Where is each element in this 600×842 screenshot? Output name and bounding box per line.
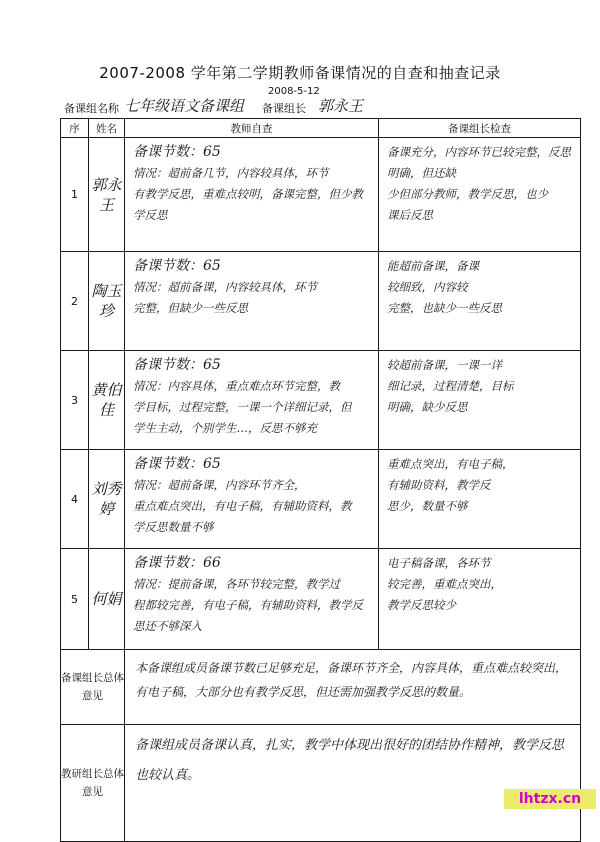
teacher-name: 黄伯佳	[89, 351, 125, 450]
self-check-cell: 备课节数：66 情况：提前备课，各环节较完整，教学过 程都较完善，有电子稿，有辅助资料，教学反 思还不够深入	[125, 549, 379, 650]
row-number: 2	[61, 252, 89, 351]
table-row	[61, 351, 581, 450]
row-number: 1	[61, 138, 89, 252]
leader-check-cell: 电子稿备课，各环节 较完善，重难点突出， 教学反思较少	[379, 549, 581, 650]
leader-check-cell: 能超前备课，备课 较细致，内容较 完整，也缺少一些反思	[379, 252, 581, 351]
director-row	[61, 725, 581, 842]
record-table	[60, 118, 581, 842]
teacher-name: 何娟	[89, 549, 125, 650]
document-date: 2008-5-12	[268, 86, 320, 97]
self-check-cell: 备课节数：65 情况：超前备课，内容较具体，环节 完整，但缺少一些反思	[125, 252, 379, 351]
group-label: 备课组名称	[64, 102, 119, 115]
director-text: 备课组成员备课认真，扎实，教学中体现出很好的团结协作精神，教学反思也较认真。	[125, 725, 581, 842]
leader-check-cell: 较超前备课，一课一详 细记录，过程清楚，目标 明确，缺少反思	[379, 351, 581, 450]
summary-row	[61, 650, 581, 725]
summary-label: 备课组长总体意见	[61, 650, 125, 725]
header-self-check: 教师自查	[125, 119, 379, 138]
row-number: 3	[61, 351, 89, 450]
teacher-name: 陶玉珍	[89, 252, 125, 351]
self-check-cell: 备课节数：65 情况：超前备几节，内容较具体，环节 有教学反思，重难点较明，备课完整，但少教学反思	[125, 138, 379, 252]
header-name: 姓名	[89, 119, 125, 138]
row-number: 4	[61, 450, 89, 549]
table-header-row	[61, 119, 581, 138]
teacher-name: 郭永王	[89, 138, 125, 252]
header-no: 序	[61, 119, 89, 138]
director-label: 教研组长总体意见	[61, 725, 125, 842]
self-check-cell: 备课节数：65 情况：内容具体，重点难点环节完整，教 学目标，过程完整，一课一个详细记录，但 学生主动，个别学生…，反思不够充	[125, 351, 379, 450]
table-row	[61, 549, 581, 650]
row-number: 5	[61, 549, 89, 650]
document-title: 2007-2008 学年第二学期教师备课情况的自查和抽查记录	[99, 64, 501, 82]
teacher-name: 刘秀婷	[89, 450, 125, 549]
summary-text: 本备课组成员备课节数已足够充足，备课环节齐全，内容具体，重点难点较突出，有电子稿，大部分也有教学反思，但还需加强教学反思的数量。	[125, 650, 581, 725]
header-leader-check: 备课组长检查	[379, 119, 581, 138]
leader-check-cell: 备课充分，内容环节已较完整，反思明确，但还缺 少但部分教师，教学反思，也少 课后反思	[379, 138, 581, 252]
group-value: 七年级语文备课组	[124, 97, 245, 115]
table-row	[61, 138, 581, 252]
self-check-cell: 备课节数：65 情况：超前备课，内容环节齐全， 重点难点突出，有电子稿，有辅助资料，教 学反思数量不够	[125, 450, 379, 549]
table-row	[61, 450, 581, 549]
meta-row	[64, 98, 584, 118]
leader-value: 郭永王	[318, 97, 364, 115]
leader-label: 备课组长	[262, 102, 306, 115]
watermark-logo: lhtzx.cn	[504, 789, 596, 809]
table-row	[61, 252, 581, 351]
leader-check-cell: 重难点突出，有电子稿， 有辅助资料，教学反 思少，数量不够	[379, 450, 581, 549]
